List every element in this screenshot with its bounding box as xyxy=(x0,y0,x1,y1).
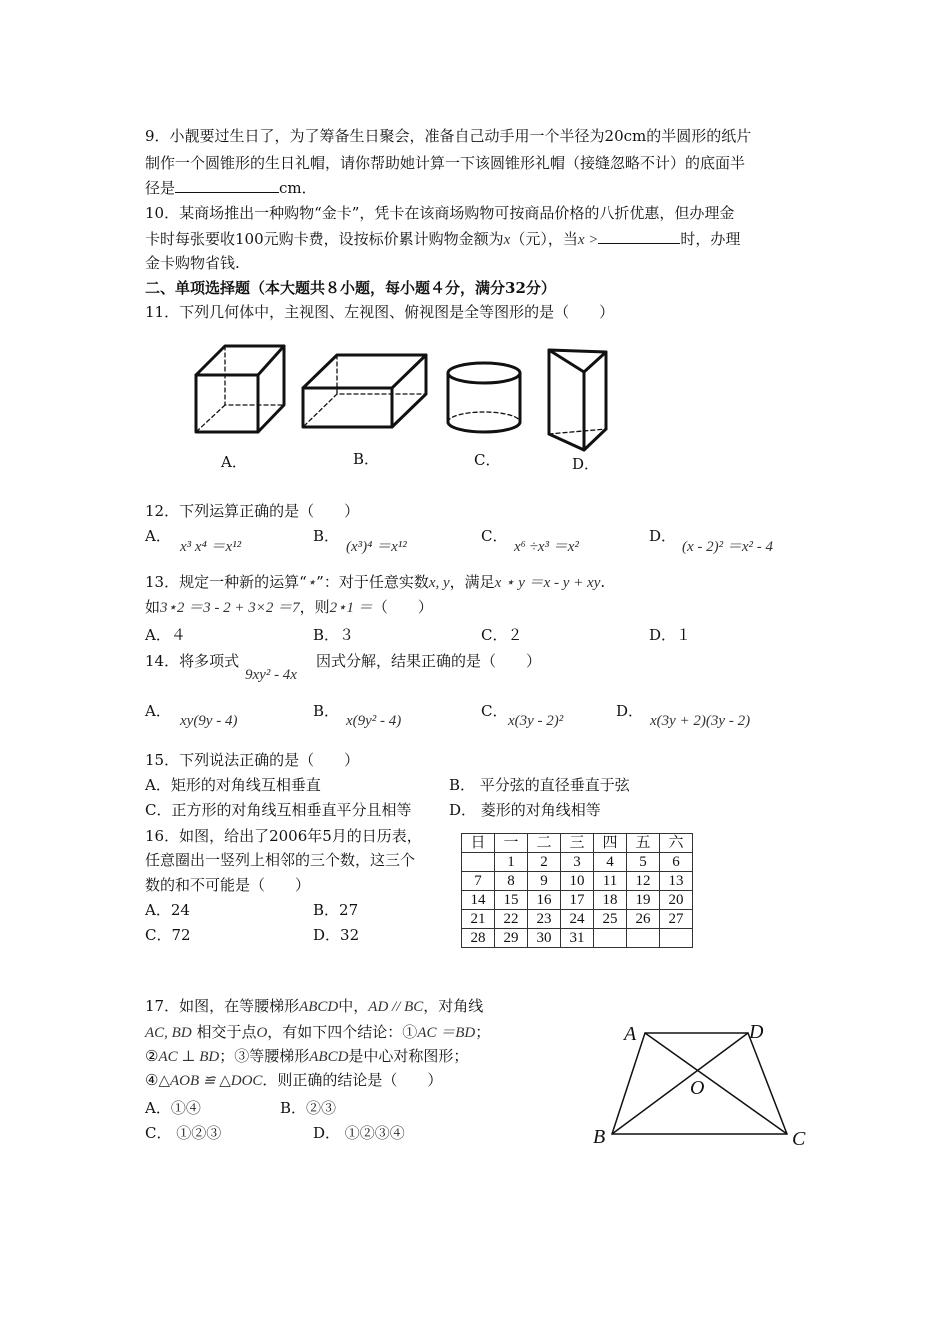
calendar-day-cell: 11 xyxy=(594,872,627,891)
q14-stem-a: 14．将多项式 xyxy=(145,652,240,670)
q17-l4-b: ．则正确的结论是（ ） xyxy=(262,1071,443,1089)
q13-stem-a: 13．规定一种新的运算“ xyxy=(145,573,307,591)
calendar-day-cell: 14 xyxy=(462,891,495,910)
diagonal-ac xyxy=(645,1033,787,1134)
q17-l1-a: 17．如图，在等腰梯形 xyxy=(145,997,300,1015)
calendar-day-cell: 3 xyxy=(561,853,594,872)
q16-line3: 数的和不可能是（ ） xyxy=(145,876,311,894)
q13-stem-c: ，满足 xyxy=(449,573,495,591)
q13-stem-b: ”：对于任意实数 xyxy=(316,573,429,591)
calendar-day-cell: 30 xyxy=(528,929,561,948)
calendar-day-cell: 12 xyxy=(627,872,660,891)
calendar-day-cell: 22 xyxy=(495,910,528,929)
q13-example-pre: 如 xyxy=(145,598,161,616)
point-d-label: D xyxy=(749,1021,764,1043)
calendar-header-cell: 一 xyxy=(495,834,528,853)
q13-vars: x, y xyxy=(428,575,450,591)
calendar-day-cell: 28 xyxy=(462,929,495,948)
q11-label-b: B． xyxy=(353,450,380,468)
q14-option-a-label: A． xyxy=(145,702,171,720)
q13-option-a: A．４ xyxy=(145,626,186,644)
q17-l3-perpendicular: AC ⊥ BD xyxy=(158,1049,220,1065)
q10-line2-a: 卡时每张要收100元购卡费，设按标价累计购物金额为 xyxy=(145,230,504,248)
q14-option-b-expr: x(9y² - 4) xyxy=(346,713,402,729)
q13-option-c: C．２ xyxy=(481,626,523,644)
q14-polynomial: 9xy² - 4x xyxy=(245,667,297,683)
calendar-day-cell: 16 xyxy=(528,891,561,910)
q16-option-d: D．32 xyxy=(313,926,360,944)
calendar-day-cell: 8 xyxy=(495,872,528,891)
q16-option-b: B．27 xyxy=(313,901,359,919)
calendar-day-cell: 5 xyxy=(627,853,660,872)
q17-l2-diagonals: AC, BD xyxy=(145,1025,192,1041)
calendar-header-cell: 六 xyxy=(660,834,693,853)
q17-l1-trapezoid: ABCD xyxy=(299,999,339,1015)
q10-line2-b: （元），当 xyxy=(510,230,578,248)
calendar-day-cell: 6 xyxy=(660,853,693,872)
calendar-header-cell: 五 xyxy=(627,834,660,853)
q15-option-b: B． 平分弦的直径垂直于弦 xyxy=(449,776,630,794)
calendar-header-cell: 四 xyxy=(594,834,627,853)
q17-l3-trapezoid: ABCD xyxy=(309,1049,349,1065)
q15-stem: 15．下列说法正确的是（ ） xyxy=(145,751,360,769)
q9-line3-pre: 径是 xyxy=(145,179,176,197)
q17-l3-b: ；③等腰梯形 xyxy=(219,1047,310,1065)
q17-option-b: B．②③ xyxy=(280,1099,337,1117)
calendar-day-cell: 27 xyxy=(660,910,693,929)
q16-line1: 16．如图，给出了2006年5月的日历表， xyxy=(145,827,422,845)
q11-label-c: C． xyxy=(474,451,501,469)
q17-option-c: C． ①②③ xyxy=(145,1124,222,1142)
calendar-day-cell: 25 xyxy=(594,910,627,929)
q17-l4-congruence: △AOB ≌ △DOC xyxy=(158,1073,263,1089)
q17-l4-a: ④ xyxy=(145,1071,159,1089)
calendar-day-cell: 1 xyxy=(495,853,528,872)
calendar-day-cell: 10 xyxy=(561,872,594,891)
calendar-header-cell: 三 xyxy=(561,834,594,853)
diagonal-bd xyxy=(612,1033,748,1134)
q12-option-d-label: D． xyxy=(649,527,677,545)
calendar-day-cell: 18 xyxy=(594,891,627,910)
q13-example-expr: 3⋆2 ＝3 - 2 + 3×2 ＝7 xyxy=(160,600,300,616)
q12-option-c-label: C． xyxy=(481,527,508,545)
q14-option-d-expr: x(3y + 2)(3y - 2) xyxy=(650,713,751,729)
calendar-header-cell: 二 xyxy=(528,834,561,853)
q9-line2: 制作一个圆锥形的生日礼帽，请你帮助她计算一下该圆锥形礼帽（接缝忽略不计）的底面半 xyxy=(145,154,746,172)
q12-stem: 12．下列运算正确的是（ ） xyxy=(145,502,360,520)
calendar-day-cell: 21 xyxy=(462,910,495,929)
calendar-header-cell: 日 xyxy=(462,834,495,853)
q15-option-c: C．正方形的对角线互相垂直平分且相等 xyxy=(145,801,412,819)
q12-option-d-expr: (x - 2)² ＝x² - 4 xyxy=(682,539,774,555)
q14-option-a-expr: xy(9y - 4) xyxy=(180,713,238,729)
q14-option-c-label: C． xyxy=(481,702,508,720)
q16-option-c: C．72 xyxy=(145,926,191,944)
calendar-day-cell: 7 xyxy=(462,872,495,891)
calendar-day-cell: 4 xyxy=(594,853,627,872)
q17-l1-c: ，对角线 xyxy=(423,997,484,1015)
q13-example-mid: ，则 xyxy=(299,598,330,616)
q11-stem: 11．下列几何体中，主视图、左视图、俯视图是全等图形的是（ ） xyxy=(145,303,615,321)
q17-option-d: D． ①②③④ xyxy=(313,1124,405,1142)
q16-option-a: A．24 xyxy=(145,901,190,919)
calendar-day-cell: 26 xyxy=(627,910,660,929)
q13-ask-expr: 2⋆1 ＝ xyxy=(329,600,373,616)
q17-l2-equal: AC ＝BD xyxy=(417,1025,476,1041)
q17-l1-b: 中， xyxy=(338,997,369,1015)
q17-l2-a: 相交于点 xyxy=(191,1023,257,1041)
q17-l1-parallel: AD // BC xyxy=(368,999,424,1015)
q17-l3-a: ② xyxy=(145,1047,159,1065)
q10-line1: 10．某商场推出一种购物“金卡”，凭卡在该商场购物可按商品价格的八折优惠，但办理金 xyxy=(145,204,735,222)
q16-line2: 任意圈出一竖列上相邻的三个数，这三个 xyxy=(145,851,416,869)
calendar-day-cell: 20 xyxy=(660,891,693,910)
calendar-day-cell: 15 xyxy=(495,891,528,910)
q10-line2-d: 时，办理 xyxy=(680,230,741,248)
calendar-day-cell: 2 xyxy=(528,853,561,872)
q17-l2-point-o: O xyxy=(256,1025,268,1041)
q13-option-b: B．３ xyxy=(313,626,355,644)
q12-option-a-expr: x³ x⁴ ＝x¹² xyxy=(180,539,242,555)
q17-l2-c: ； xyxy=(475,1023,491,1041)
q9-line3-post: cm． xyxy=(279,179,317,197)
calendar-day-cell: 31 xyxy=(561,929,594,948)
q13-star-symbol: ⋆ xyxy=(306,575,317,591)
point-c-label: C xyxy=(792,1128,806,1150)
q13-option-d: D．１ xyxy=(649,626,692,644)
q10-var-x: x xyxy=(503,232,511,248)
q13-rule: x ⋆ y ＝x - y + xy xyxy=(494,575,601,591)
calendar-day-cell: 19 xyxy=(627,891,660,910)
calendar-day-cell: 9 xyxy=(528,872,561,891)
q12-option-c-expr: x⁶ ÷x³ ＝x² xyxy=(514,539,579,555)
point-o-label: O xyxy=(690,1077,705,1099)
q9-line1: 9．小靓要过生日了，为了筹备生日聚会，准备自己动手用一个半径为20cm的半圆形的纸片 xyxy=(145,127,752,145)
q17-option-a: A．①④ xyxy=(145,1099,201,1117)
q11-label-a: A． xyxy=(221,453,247,471)
section2-heading: 二、单项选择题（本大题共８小题，每小题４分，满分32分） xyxy=(145,279,556,297)
calendar-day-cell: 24 xyxy=(561,910,594,929)
calendar-day-cell: 29 xyxy=(495,929,528,948)
q17-l3-c: 是中心对称图形； xyxy=(348,1047,469,1065)
q12-option-b-expr: (x³)⁴ ＝x¹² xyxy=(346,539,407,555)
q12-option-b-label: B． xyxy=(313,527,340,545)
q14-stem-b: 因式分解，结果正确的是（ ） xyxy=(316,652,542,670)
q14-option-d-label: D． xyxy=(616,702,644,720)
q13-stem-d: . xyxy=(600,573,606,591)
q14-option-c-expr: x(3y - 2)² xyxy=(508,713,564,729)
q12-option-a-label: A． xyxy=(145,527,171,545)
q11-label-d: D． xyxy=(572,455,600,473)
point-b-label: B xyxy=(593,1126,606,1148)
calendar-day-cell: 17 xyxy=(561,891,594,910)
q15-option-d: D． 菱形的对角线相等 xyxy=(449,801,601,819)
q13-example-post: （ ） xyxy=(372,598,433,616)
calendar-day-cell: 23 xyxy=(528,910,561,929)
q10-condition: x > xyxy=(577,232,599,248)
calendar-day-cell: 13 xyxy=(660,872,693,891)
q15-option-a: A．矩形的对角线互相垂直 xyxy=(145,776,321,794)
point-a-label: A xyxy=(624,1023,637,1045)
q14-option-b-label: B． xyxy=(313,702,340,720)
q10-line3: 金卡购物省钱. xyxy=(145,254,240,272)
q17-l2-b: ，有如下四个结论：① xyxy=(267,1023,418,1041)
